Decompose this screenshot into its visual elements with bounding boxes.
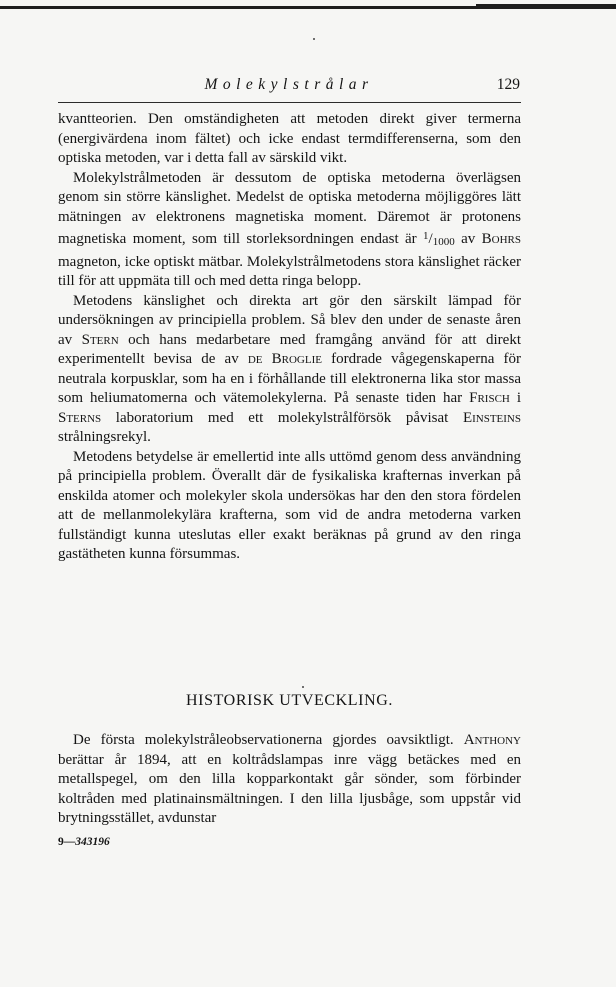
- paragraph-significance: Metodens betydelse är emellertid inte alls uttömd genom dess användning på principiella problem. Överallt där de fysikaliska krafternas inverkan på enskilda atomer och molekyler skola undersökas har den den stora fördelen att de mellanmolekylära krafterna, som vid de andra metoderna varken fullständigt kunna uteslutas eller exakt beräknas på grund av den ringa gastätheten kunna försummas.: [58, 448, 521, 562]
- paragraph-continuation: kvantteorien. Den omständigheten att metoden direkt giver termerna (energivärdena inom fältet) och icke endast termdifferenserna, som den optiska metoden, var i detta fall av särskild vikt.: [58, 111, 521, 166]
- paragraph-sensitivity: Molekylstrålmetoden är dessutom de optiska metoderna överlägsen genom sin större känslighet. Medelst de optiska metoderna möjliggöres lätt mätningen av elektronens magnetiska moment. Däremot är protonens magnetiska moment, som till storleksordningen endast är $^1$/1000 av Bohrs magneton, icke optiskt mätbar. Molekylstrålmetodens stora känslighet räcker till för att uppmäta till och med detta ringa belopp.: [58, 169, 521, 289]
- person-name: de Broglie: [247, 351, 322, 367]
- person-name: Stern: [81, 331, 119, 348]
- header-rule: [58, 102, 521, 103]
- ink-speck: [313, 38, 315, 40]
- person-name: Bohrs: [481, 231, 521, 247]
- person-name: Frisch: [469, 390, 510, 406]
- page-number: 129: [496, 76, 520, 93]
- top-edge-rule-thick: [476, 4, 616, 7]
- printer-signature-mark: 9—343196: [58, 836, 110, 848]
- person-name: Einsteins: [462, 409, 521, 426]
- ink-speck: [302, 686, 304, 688]
- paragraph-history: De första molekylstråleobservationerna gjordes oavsiktligt. Anthony berättar år 1894, att en koltrådslampas inre vägg betäckes med en metallspegel, om den lilla kopparkontakt går sönder, som förbinder koltråden med platinainsmältningen. I den lilla ljusbåge, som uppstår vid brytningsstället, avdunstar: [58, 732, 521, 826]
- section-heading: HISTORISK UTVECKLING.: [186, 692, 393, 709]
- paragraph-principles: Metodens känslighet och direkta art gör den särskilt lämpad för undersökningen av principiella problem. Så blev den under de senaste åren av Stern och hans medarbetare med framgång använd för att direkt experimentellt bevisa de av de Broglie fordrade vågegenskaperna för neutrala korpusklar, som ha en i förhållande till elektronerna lika stor massa som heliumatomerna och vätemolekylerna. På senaste tiden har Frisch i Sterns laboratorium med ett molekylstrålförsök påvisat Einsteins strålningsrekyl.: [58, 292, 522, 445]
- person-name: Sterns: [58, 409, 102, 426]
- person-name: Anthony: [463, 732, 521, 748]
- running-header-title: Molekylstrålar: [204, 76, 374, 93]
- fraction-denominator: 1000: [432, 236, 455, 248]
- section-text: [58, 731, 521, 829]
- running-header: [58, 76, 520, 100]
- fraction-numerator: 1: [423, 230, 429, 242]
- body-text: [58, 110, 521, 565]
